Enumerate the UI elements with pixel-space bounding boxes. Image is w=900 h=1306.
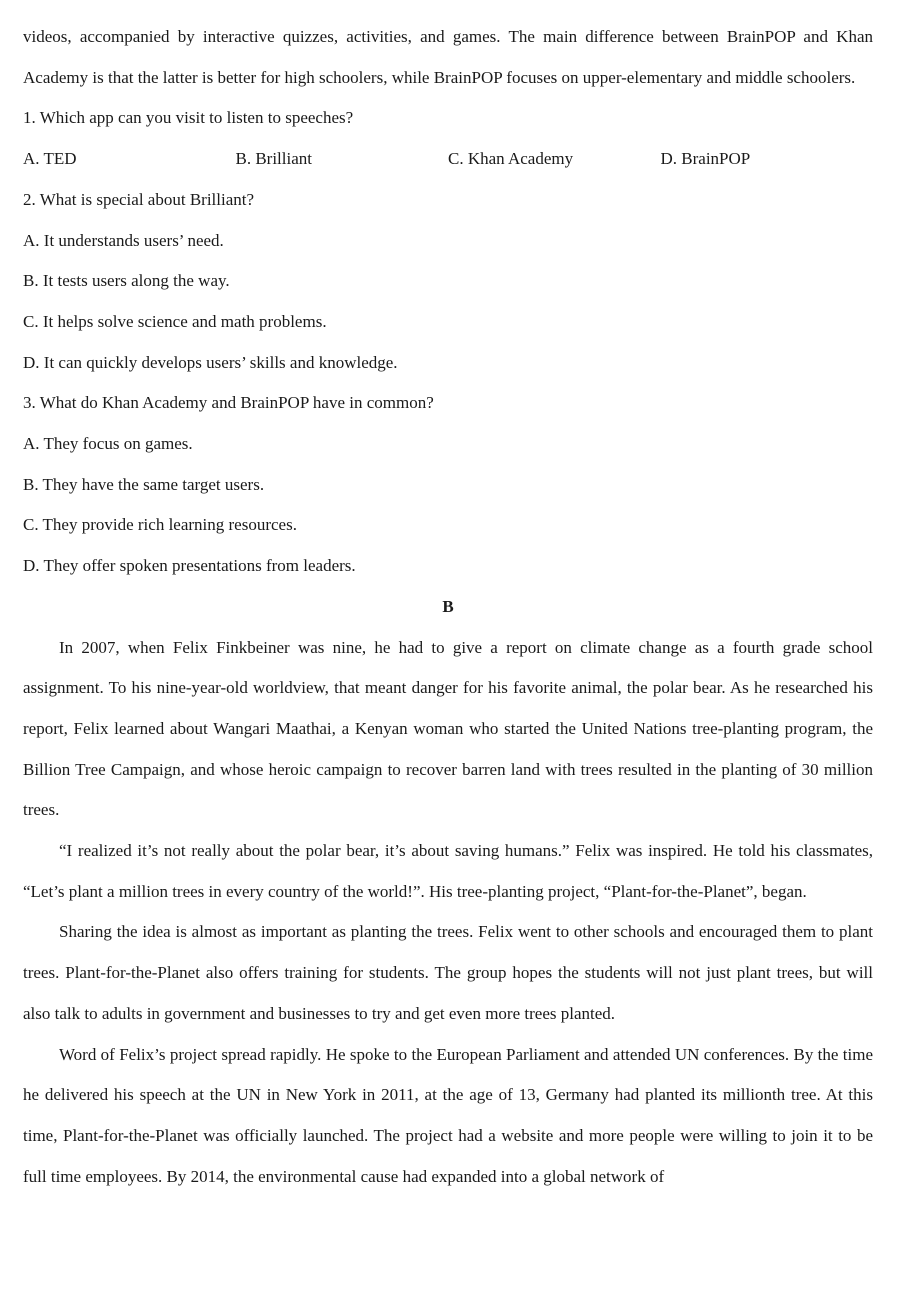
question-2-option-b: B. It tests users along the way.: [23, 271, 230, 291]
question-2-option-d: D. It can quickly develops users’ skills and knowledge.: [23, 352, 398, 372]
question-1-options: [23, 139, 873, 180]
question-1-option-a: A. TED: [23, 149, 77, 169]
question-1-stem: 1. Which app can you visit to listen to speeches?: [23, 108, 354, 128]
question-3-option-a: A. They focus on games.: [23, 434, 193, 454]
question-3-option-c: C. They provide rich learning resources.: [23, 515, 297, 535]
question-3-option-b: B. They have the same target users.: [23, 474, 265, 494]
question-1-option-c: C. Khan Academy: [448, 149, 574, 169]
question-2-option-a: A. It understands users’ need.: [23, 230, 224, 250]
question-3-stem: 3. What do Khan Academy and BrainPOP have in common?: [23, 393, 434, 413]
section-b-paragraph-4: Word of Felix’s project spread rapidly. He spoke to the European Parliament and attended UN conferences. By the time he delivered his speech at the UN in New York in 2011, at the age of 13, Germany had planted its millionth tree. At this time, Plant-for-the-Planet was officially launched. The project had a website and more people were willing to join it to be full time employees. By 2014, the environmental cause had expanded into a global network of: [23, 1044, 873, 1186]
question-1-option-b: B. Brilliant: [235, 149, 312, 169]
question-2-stem: 2. What is special about Brilliant?: [23, 189, 255, 209]
document-page: [23, 17, 873, 1197]
question-3-option-d: D. They offer spoken presentations from leaders.: [23, 556, 356, 576]
intro-paragraph-end: videos, accompanied by interactive quizzes, activities, and games. The main difference between BrainPOP and Khan Academy is that the latter is better for high schoolers, while BrainPOP focuses on upper-elementary and middle schoolers.: [23, 27, 873, 87]
section-b-title: B: [442, 596, 454, 616]
question-1-option-d: D. BrainPOP: [660, 149, 751, 169]
section-b-paragraph-1: In 2007, when Felix Finkbeiner was nine, he had to give a report on climate change as a fourth grade school assignment. To his nine-year-old worldview, that meant danger for his favorite animal, the polar bear. As he researched his report, Felix learned about Wangari Maathai, a Kenyan woman who started the United Nations tree-planting program, the Billion Tree Campaign, and whose heroic campaign to recover barren land with trees resulted in the planting of 30 million trees.: [23, 637, 873, 820]
section-b-paragraph-3: Sharing the idea is almost as important as planting the trees. Felix went to other schools and encouraged them to plant trees. Plant-for-the-Planet also offers training for students. The group hopes the students will not just plant trees, but will also talk to adults in government and businesses to try and get even more trees planted.: [23, 922, 873, 1023]
section-b-paragraph-2: “I realized it’s not really about the polar bear, it’s about saving humans.” Felix was inspired. He told his classmates, “Let’s plant a million trees in every country of the world!”. His tree-planting project, “Plant-for-the-Planet”, began.: [23, 841, 873, 901]
question-2-option-c: C. It helps solve science and math problems.: [23, 311, 327, 331]
